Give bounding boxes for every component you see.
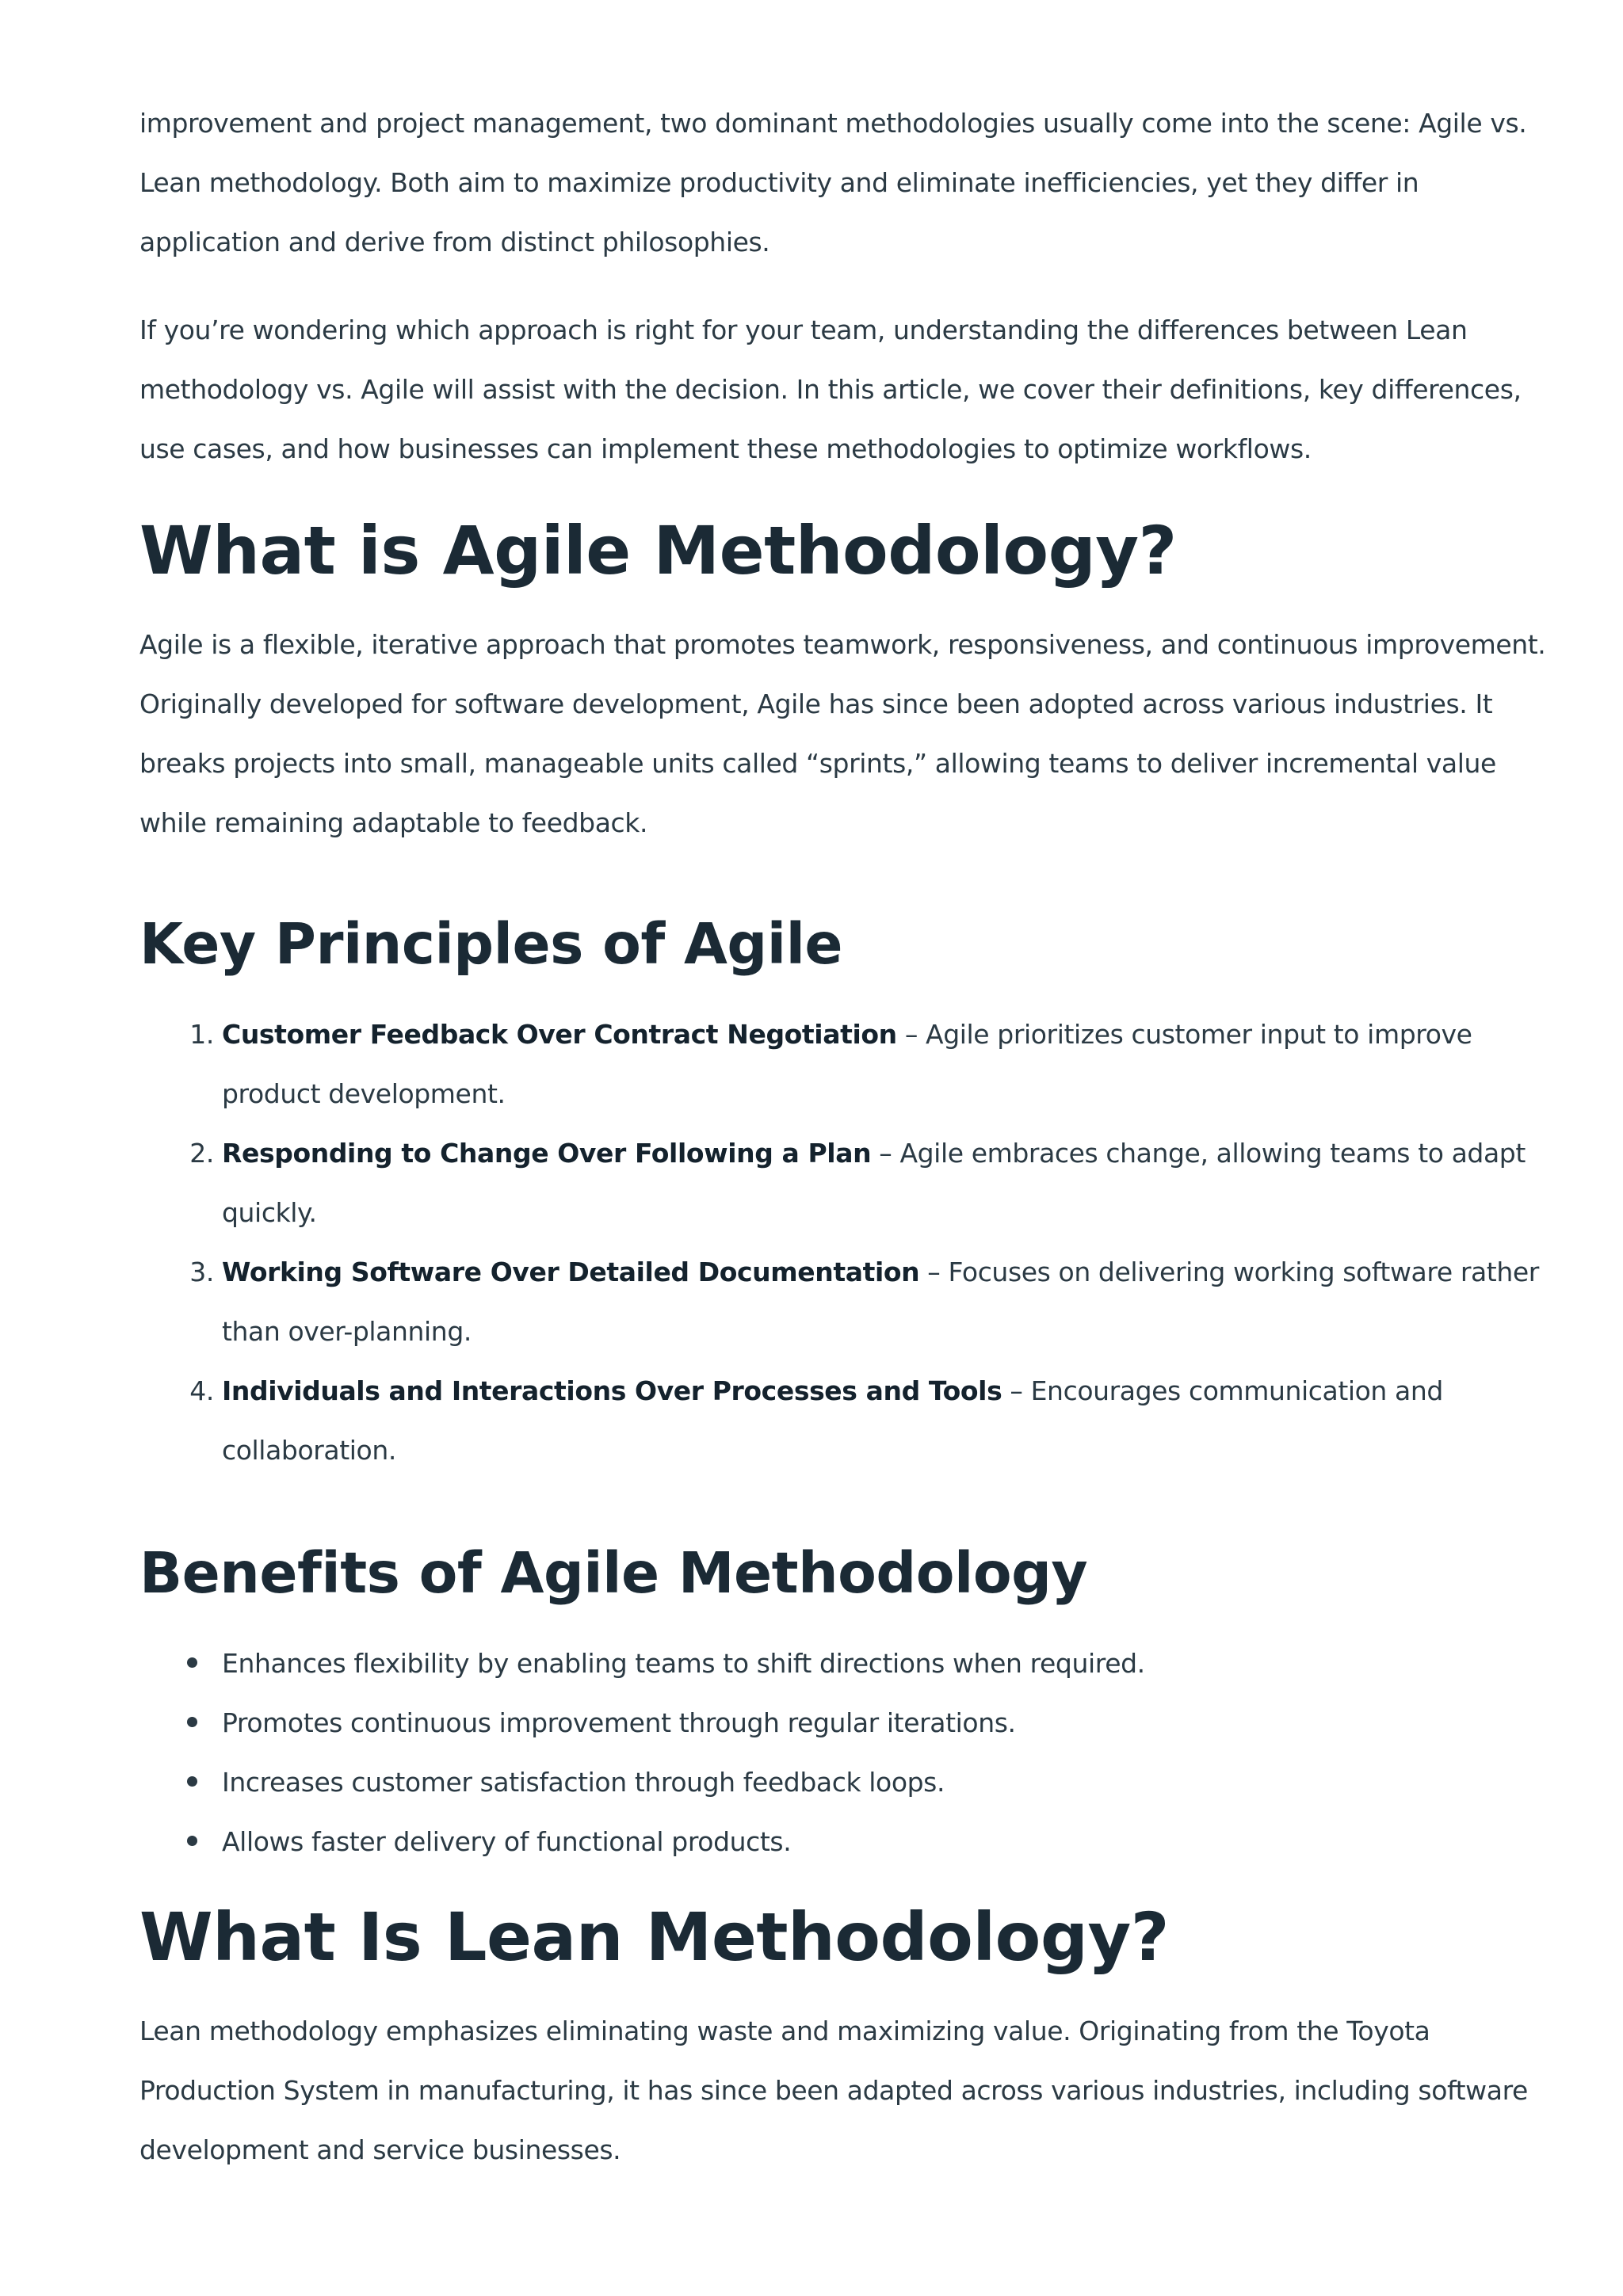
bullet-icon: [187, 1776, 197, 1787]
list-item: [222, 1812, 1550, 1871]
list-item: [222, 1123, 1550, 1242]
principle-title: Individuals and Interactions Over Processes and Tools: [222, 1375, 1002, 1406]
bullet-icon: [187, 1836, 197, 1846]
principle-text: – Agile embraces change, allowing teams to adapt quickly.: [222, 1138, 1526, 1228]
principle-text: – Focuses on delivering working software rather than over-planning.: [222, 1257, 1539, 1347]
principle-title: Customer Feedback Over Contract Negotiation: [222, 1019, 897, 1050]
bullet-icon: [187, 1657, 197, 1668]
lean-paragraph: Lean methodology emphasizes eliminating waste and maximizing value. Originating from the Toyota Production System in manufacturing, it has since been adapted across various industries, including software development and service businesses.: [139, 2016, 1528, 2165]
benefit-text: Enhances flexibility by enabling teams to shift directions when required.: [222, 1648, 1145, 1679]
principles-heading: Key Principles of Agile: [139, 911, 843, 977]
list-item: [222, 1242, 1550, 1361]
intro-paragraph: improvement and project management, two dominant methodologies usually come into the scene: Agile vs. Lean methodology. Both aim to maximize productivity and eliminate inefficiencies, yet they differ in application and derive from distinct philosophies.: [139, 108, 1527, 257]
benefit-text: Allows faster delivery of functional products.: [222, 1826, 792, 1857]
agile-heading: What is Agile Methodology?: [139, 512, 1177, 589]
list-item: [222, 1361, 1550, 1480]
agile-paragraph: Agile is a flexible, iterative approach that promotes teamwork, responsiveness, and continuous improvement. Originally developed for software development, Agile has since been adopted across various industries. It breaks projects into small, manageable units called “sprints,” allowing teams to deliver incremental value while remaining adaptable to feedback.: [139, 629, 1546, 838]
benefit-text: Increases customer satisfaction through feedback loops.: [222, 1767, 945, 1798]
bullet-icon: [187, 1717, 197, 1727]
list-item: [222, 1634, 1550, 1693]
principle-text: – Encourages communication and collaboration.: [222, 1375, 1443, 1466]
intro-paragraph: If you’re wondering which approach is right for your team, understanding the differences between Lean methodology vs. Agile will assist with the decision. In this article, we cover their definitions, key differences, use cases, and how businesses can implement these methodologies to optimize workflows.: [139, 315, 1522, 464]
list-item: [222, 1005, 1550, 1123]
principle-text: – Agile prioritizes customer input to improve product development.: [222, 1019, 1472, 1109]
list-item: [222, 1753, 1550, 1812]
benefits-heading: Benefits of Agile Methodology: [139, 1540, 1088, 1606]
principle-title: Working Software Over Detailed Documentation: [222, 1257, 920, 1287]
article-body: [139, 93, 1550, 2208]
principles-list: [139, 1005, 1550, 1480]
benefits-list: [139, 1634, 1550, 1871]
list-item: [222, 1693, 1550, 1753]
principle-title: Responding to Change Over Following a Plan: [222, 1138, 872, 1169]
lean-heading: What Is Lean Methodology?: [139, 1898, 1169, 1976]
benefit-text: Promotes continuous improvement through regular iterations.: [222, 1707, 1016, 1738]
